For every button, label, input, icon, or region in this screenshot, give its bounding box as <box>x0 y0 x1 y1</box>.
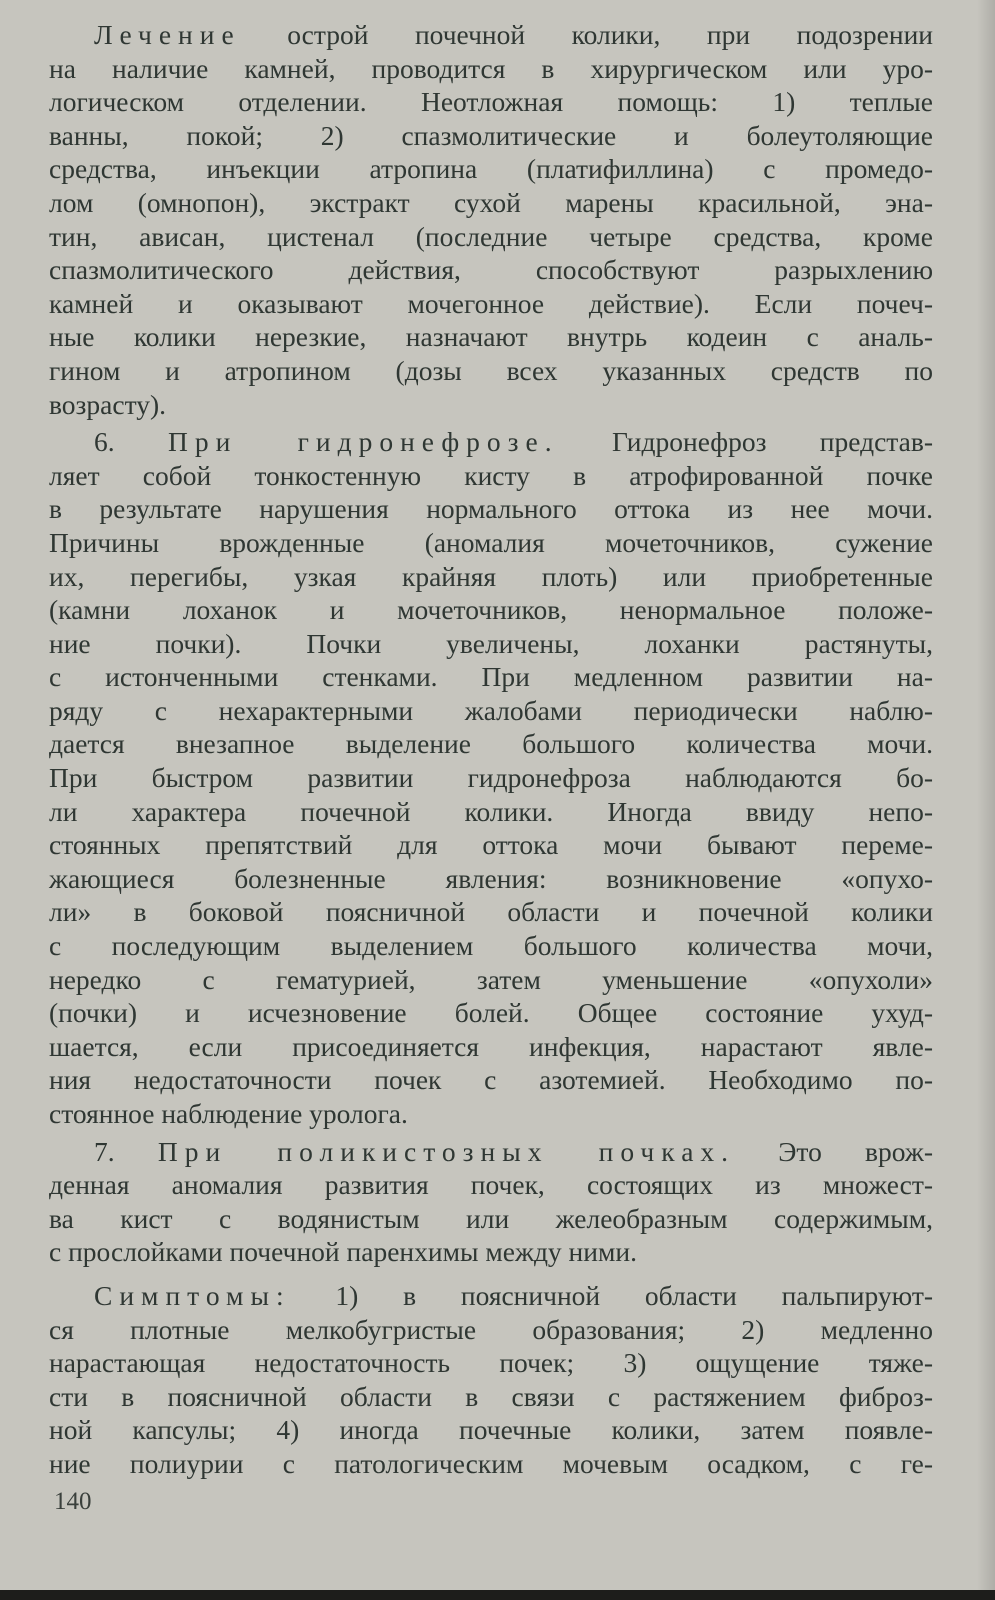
text-line: ние почки). Почки увеличены, лоханки растянуты, <box>49 627 933 659</box>
text-line: лом (омнопон), экстракт сухой марены красильной, эна- <box>49 186 933 218</box>
paragraph-hydronephrosis <box>49 425 933 1130</box>
paragraph-lead: Лечение <box>94 19 241 50</box>
text-line: логическом отделении. Неотложная помощь: 1) теплые <box>49 86 933 118</box>
text-line: денная аномалия развития почек, состоящих из множест- <box>49 1169 933 1201</box>
text-line: ляет собой тонкостенную кисту в атрофированной почке <box>49 459 933 491</box>
text-line: ли» в боковой поясничной области и почечной колики <box>49 896 933 928</box>
text-line: 7. При поликистозных почках. Это врож- <box>94 1135 934 1167</box>
text-line: ся плотные мелкобугристые образования; 2) медленно <box>49 1313 933 1345</box>
text-line: шается, если присоединяется инфекция, нарастают явле- <box>49 1030 933 1062</box>
text-line: возрасту). <box>49 388 167 420</box>
body-text <box>49 18 933 1481</box>
text-line: средства, инъекции атропина (платифиллина) с промедо- <box>49 153 933 185</box>
text-line: ванны, покой; 2) спазмолитические и болеутоляющие <box>49 119 933 151</box>
section-number: 6. <box>94 426 115 458</box>
paragraph-gap <box>49 1269 933 1279</box>
text-line: с истонченными стенками. При медленном развитии на- <box>49 661 933 693</box>
page-edge-shadow <box>977 0 995 1600</box>
section-heading: При гидронефрозе. <box>167 426 559 458</box>
text-line: нарастающая недостаточность почек; 3) ощущение тяже- <box>49 1347 933 1379</box>
text-line: стоянное наблюдение уролога. <box>49 1098 408 1129</box>
text-line: стоянных препятствий для оттока мочи бывают переме- <box>49 829 933 861</box>
text-line: ли характера почечной колики. Иногда ввиду непо- <box>49 795 933 827</box>
text-line: Лечение острой почечной колики, при подозрении <box>94 19 934 50</box>
page-bottom-edge <box>0 1590 995 1600</box>
text-line: ной капсулы; 4) иногда почечные колики, затем появле- <box>49 1414 933 1446</box>
text-line: их, перегибы, узкая крайняя плоть) или приобретенные <box>49 560 933 592</box>
paragraph-treatment <box>49 18 933 421</box>
page-number: 140 <box>54 1488 92 1515</box>
text-line: ные колики нерезкие, назначают внутрь кодеин с аналь- <box>49 321 933 353</box>
text-line: камней и оказывают мочегонное действие). Если почеч- <box>49 287 933 319</box>
section-number: 7. <box>94 1135 115 1167</box>
text-line: ряду с нехарактерными жалобами периодически наблю- <box>49 694 933 726</box>
text-line: (камни лоханок и мочеточников, ненормальное положе- <box>49 594 933 626</box>
text-line: (почки) и исчезновение болей. Общее состояние ухуд- <box>49 997 933 1029</box>
text-line: в результате нарушения нормального оттока из нее мочи. <box>49 493 933 525</box>
text-line: 6. При гидронефрозе. Гидронефроз представ- <box>94 426 933 458</box>
text-line: сти в поясничной области в связи с растяжением фиброз- <box>49 1380 933 1412</box>
text-line: дается внезапное выделение большого количества мочи. <box>49 728 933 760</box>
text-line: с прослойками почечной паренхимы между ними. <box>49 1236 637 1268</box>
text-line: спазмолитического действия, способствуют разрыхлению <box>49 254 933 286</box>
text-line: тин, ависан, цистенал (последние четыре средства, кроме <box>49 220 933 252</box>
text-line: жающиеся болезненные явления: возникновение «опухо- <box>49 862 933 894</box>
paragraph-symptoms <box>49 1279 933 1481</box>
paragraph-lead: Симптомы: <box>94 1279 291 1311</box>
text-line: Симптомы: 1) в поясничной области пальпируют- <box>94 1279 933 1311</box>
text-line: с последующим выделением большого количества мочи, <box>49 930 933 962</box>
text-line: гином и атропином (дозы всех указанных средств по <box>49 354 933 386</box>
paragraph-polycystic <box>49 1135 933 1269</box>
text-line: Причины врожденные (аномалия мочеточников, сужение <box>49 526 933 558</box>
text-line: При быстром развитии гидронефроза наблюдаются бо- <box>49 762 933 794</box>
text-line: на наличие камней, проводится в хирургическом или уро- <box>49 52 933 84</box>
section-heading: При поликистозных почках. <box>157 1135 736 1167</box>
text-line: ния недостаточности почек с азотемией. Необходимо по- <box>49 1064 933 1096</box>
text-line: ние полиурии с патологическим мочевым осадком, с ге- <box>49 1447 933 1479</box>
text-line: нередко с гематурией, затем уменьшение «опухоли» <box>49 963 933 995</box>
text-line: ва кист с водянистым или желеобразным содержимым, <box>49 1202 933 1234</box>
